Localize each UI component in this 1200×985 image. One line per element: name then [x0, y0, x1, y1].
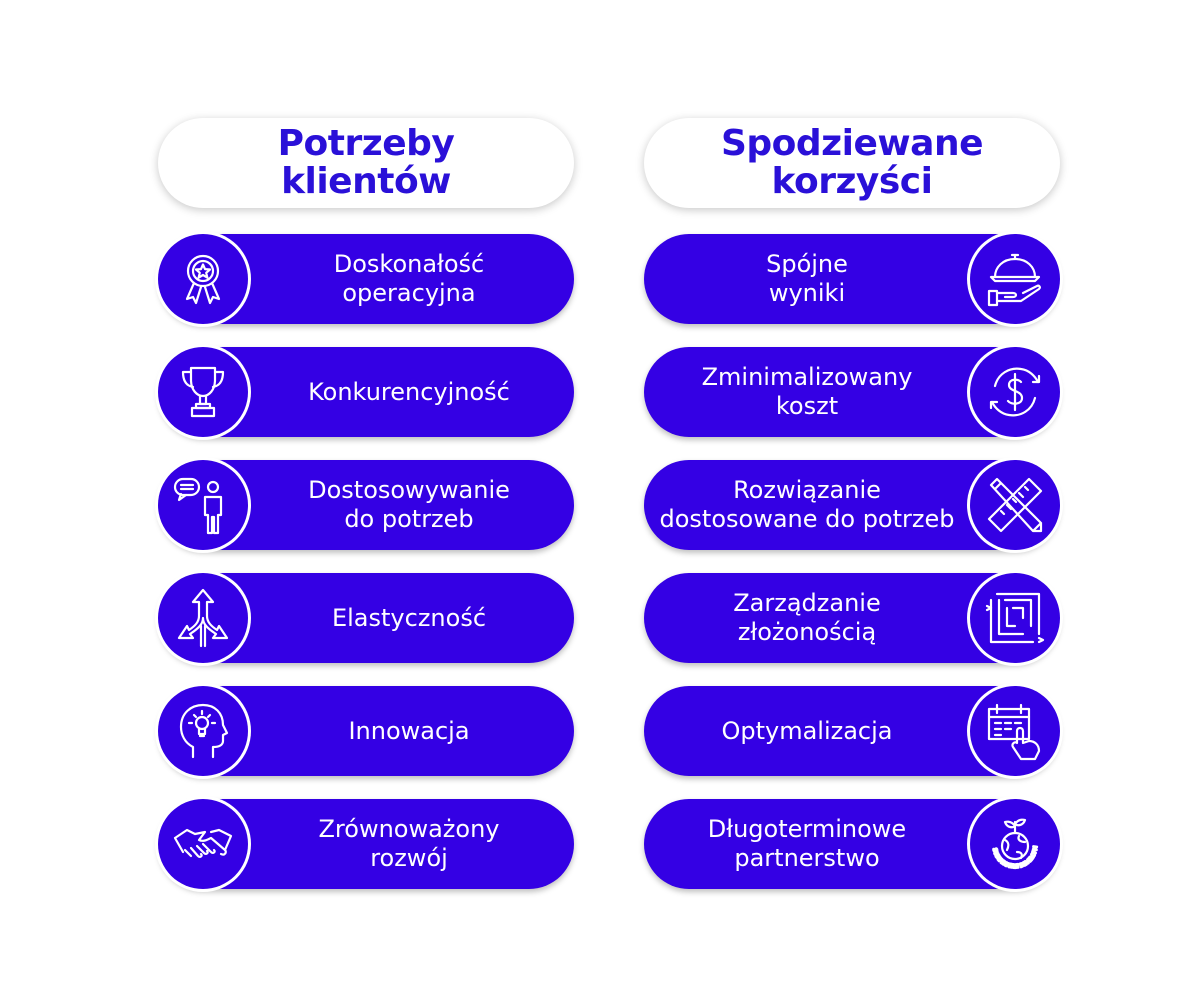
icon-circle	[158, 573, 248, 663]
icon-circle	[970, 686, 1060, 776]
list-item-innovation	[158, 686, 574, 776]
award-medal-icon	[171, 247, 235, 311]
head-lightbulb-icon	[171, 699, 235, 763]
sustainable-development-text: SUSTAINABLE DEVELOPM	[991, 845, 1040, 871]
list-item-competitiveness	[158, 347, 574, 437]
icon-circle	[970, 347, 1060, 437]
list-item-label: Konkurencyjność	[308, 377, 510, 406]
icon-circle	[158, 234, 248, 324]
icon-circle	[970, 799, 1060, 889]
icon-circle	[158, 347, 248, 437]
list-item-label: Dostosowywanie do potrzeb	[308, 476, 510, 533]
list-item-consistent-results	[644, 234, 1060, 324]
trophy-icon	[171, 360, 235, 424]
maze-icon	[983, 586, 1047, 650]
list-item-minimized-cost	[644, 347, 1060, 437]
list-item-customization	[158, 460, 574, 550]
list-item-complexity-management	[644, 573, 1060, 663]
list-item-label: Zrównoważony rozwój	[318, 815, 500, 872]
dollar-cycle-icon	[983, 360, 1047, 424]
list-item-label: Innowacja	[348, 716, 470, 745]
icon-circle	[970, 234, 1060, 324]
list-item-sustainable-development	[158, 799, 574, 889]
person-speech-bubble-icon	[171, 473, 235, 537]
customer-needs-column	[158, 118, 574, 872]
list-item-label: Doskonałość operacyjna	[333, 250, 485, 307]
list-item-operational-excellence	[158, 234, 574, 324]
icon-circle	[158, 686, 248, 776]
expected-benefits-column	[644, 118, 1060, 872]
list-item-label: Spójne wyniki	[766, 250, 848, 307]
handshake-icon	[171, 812, 235, 876]
list-item-tailored-solution	[644, 460, 1060, 550]
icon-circle	[158, 460, 248, 550]
icon-circle	[970, 573, 1060, 663]
sustainable-globe-icon	[983, 812, 1047, 876]
list-item-label: Zarządzanie złożonością	[733, 589, 881, 646]
list-item-label: Zminimalizowany koszt	[701, 363, 913, 420]
icon-circle	[970, 460, 1060, 550]
customer-needs-title: Potrzeby klientów	[277, 123, 455, 202]
list-item-label: Rozwiązanie dostosowane do potrzeb	[659, 476, 955, 533]
list-item-flexibility	[158, 573, 574, 663]
expected-benefits-header	[644, 118, 1060, 208]
icon-circle	[158, 799, 248, 889]
list-item-label: Elastyczność	[331, 603, 487, 632]
pencil-ruler-icon	[983, 473, 1047, 537]
serving-cloche-icon	[983, 247, 1047, 311]
list-item-label: Optymalizacja	[721, 716, 893, 745]
list-item-label: Długoterminowe partnerstwo	[707, 815, 907, 872]
expected-benefits-title: Spodziewane korzyści	[720, 123, 983, 202]
calendar-hand-icon	[983, 699, 1047, 763]
list-item-long-term-partnership	[644, 799, 1060, 889]
list-item-optimization	[644, 686, 1060, 776]
customer-needs-header	[158, 118, 574, 208]
split-arrows-icon	[171, 586, 235, 650]
